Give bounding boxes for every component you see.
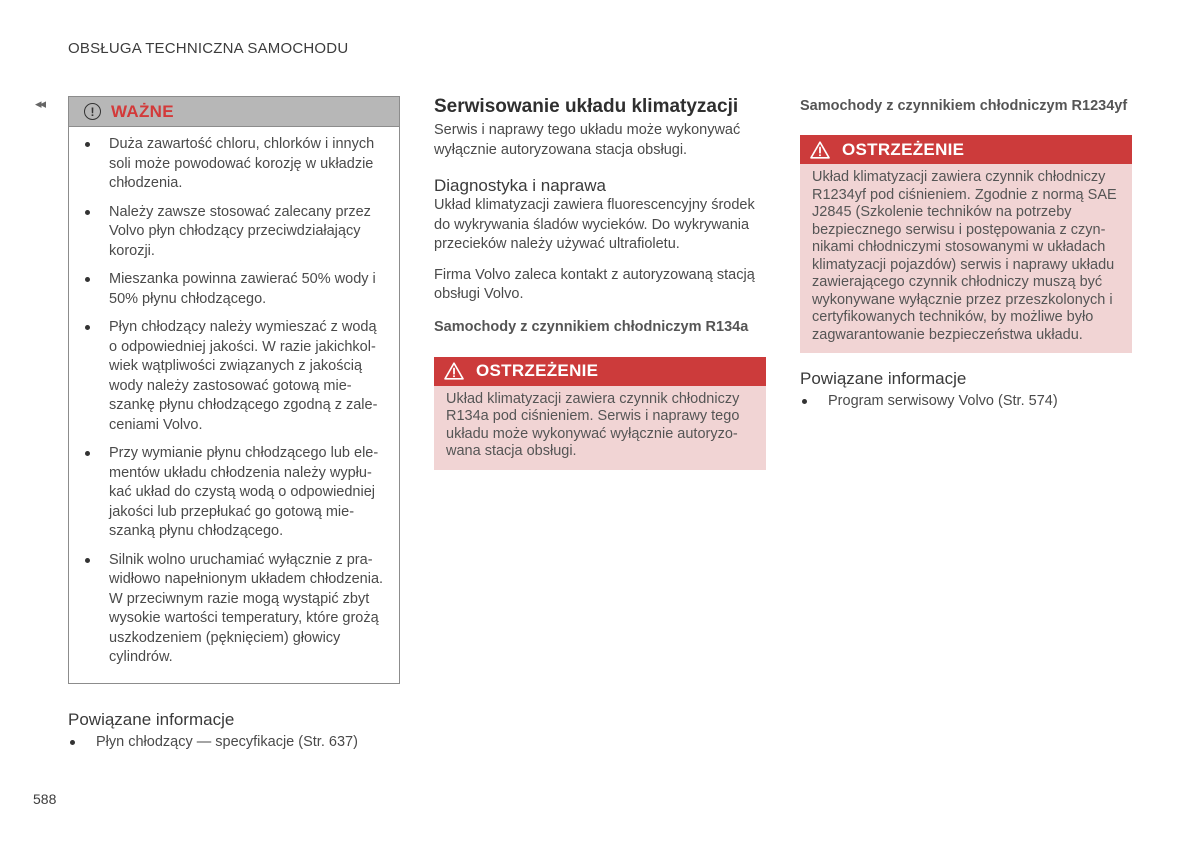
- related-link[interactable]: Program serwisowy Volvo (Str. 574): [800, 392, 1132, 411]
- warning-box-r1234yf: [800, 135, 1132, 353]
- warning-text: Układ klimatyzacji zawiera czynnik chłodniczy R134a pod ciśnieniem. Serwis i naprawy tego układu może wykonywać wyłącznie autoryzowana stacja obsługi.: [446, 390, 740, 459]
- important-header: [69, 97, 399, 127]
- important-box: [68, 96, 400, 684]
- r1234yf-heading: Samochody z czynnikiem chłodniczym R1234yf: [800, 98, 1128, 114]
- important-label: WAŻNE: [111, 101, 174, 121]
- important-list: [69, 127, 399, 683]
- column-right: [800, 96, 1132, 411]
- column-middle: [434, 96, 766, 470]
- list-item: Silnik wolno uruchamiać wyłącznie z prawidłowo napełnionym układem chłodzenia. W przeciwnym razie mogą wystąpić zbyt wysokie wartości temperatury, które grożą uszkodzeniem (pęknięciem) głowicy cylindrów.: [83, 551, 385, 668]
- recommendation-paragraph: Firma Volvo zaleca kontakt z autoryzowaną stacją obsługi Volvo.: [434, 266, 755, 302]
- subsection-title: Diagnostyka i naprawa: [434, 176, 606, 195]
- related-info-list: [68, 733, 400, 752]
- exclamation-circle-icon: !: [84, 103, 101, 120]
- warning-header: [434, 357, 766, 386]
- related-info-title: Powiązane informacje: [68, 709, 235, 729]
- column-left: [68, 96, 400, 752]
- list-item: Przy wymianie płynu chłodzącego lub elementów układu chłodzenia należy wypłukać układ do czystą wodą o odpowiedniej jakości lub przepłukać go gotową mieszanką płynu chłodzącego.: [83, 444, 385, 542]
- page-header-title: OBSŁUGA TECHNICZNA SAMOCHODU: [68, 40, 349, 57]
- back-arrows-icon[interactable]: ◂◂: [35, 96, 45, 111]
- warning-label: OSTRZEŻENIE: [842, 139, 965, 159]
- related-link[interactable]: Płyn chłodzący — specyfikacje (Str. 637): [68, 733, 400, 752]
- warning-box-r134a: [434, 357, 766, 470]
- warning-triangle-icon: [810, 141, 830, 159]
- diagnostics-paragraph: Układ klimatyzacji zawiera fluorescencyjny środek do wykrywania śladów wycieków. Do wykrywania przecieków należy używać ultrafioletu.: [434, 197, 755, 252]
- warning-triangle-icon: [444, 362, 464, 380]
- section-title: Serwisowanie układu klimatyzacji: [434, 96, 739, 117]
- warning-label: OSTRZEŻENIE: [476, 361, 599, 380]
- warning-header: [800, 135, 1132, 164]
- list-item: Należy zawsze stosować zalecany przez Volvo płyn chłodzący przeciwdziałający korozji.: [83, 203, 385, 262]
- list-item: Duża zawartość chloru, chlorków i innych soli może powodować korozję w układzie chłodzenia.: [83, 135, 385, 194]
- related-info-list: [800, 392, 1132, 411]
- list-item: Mieszanka powinna zawierać 50% wody i 50% płynu chłodzącego.: [83, 270, 385, 309]
- intro-paragraph: Serwis i naprawy tego układu może wykonywać wyłącznie autoryzowana stacja obsługi.: [434, 122, 741, 158]
- warning-text: Układ klimatyzacji zawiera czynnik chłodniczy R1234yf pod ciśnieniem. Zgodnie z normą SAE J2845 (Szkolenie techników na potrzeby bezpiecznego serwisu i postępowania z czynnikami chłodniczymi stosowanymi w układach klimatyzacji pojazdów) serwis i naprawy układu zawierającego czynnik chłodniczy muszą być wykonywane wyłącznie przez przeszkolonych i certyfikowanych techników, by możliwe było zagwarantowanie bezpieczeństwa układu.: [812, 169, 1117, 343]
- list-item: Płyn chłodzący należy wymieszać z wodą o odpowiedniej jakości. W razie jakichkolwiek wątpliwości związanych z jakością wody należy zastosować gotową mieszankę płynu chłodzącego zgodną z zaleceniami Volvo.: [83, 318, 385, 435]
- page-number: 588: [33, 791, 57, 807]
- r134a-heading: Samochody z czynnikiem chłodniczym R134a: [434, 318, 749, 335]
- related-info-title: Powiązane informacje: [800, 369, 967, 388]
